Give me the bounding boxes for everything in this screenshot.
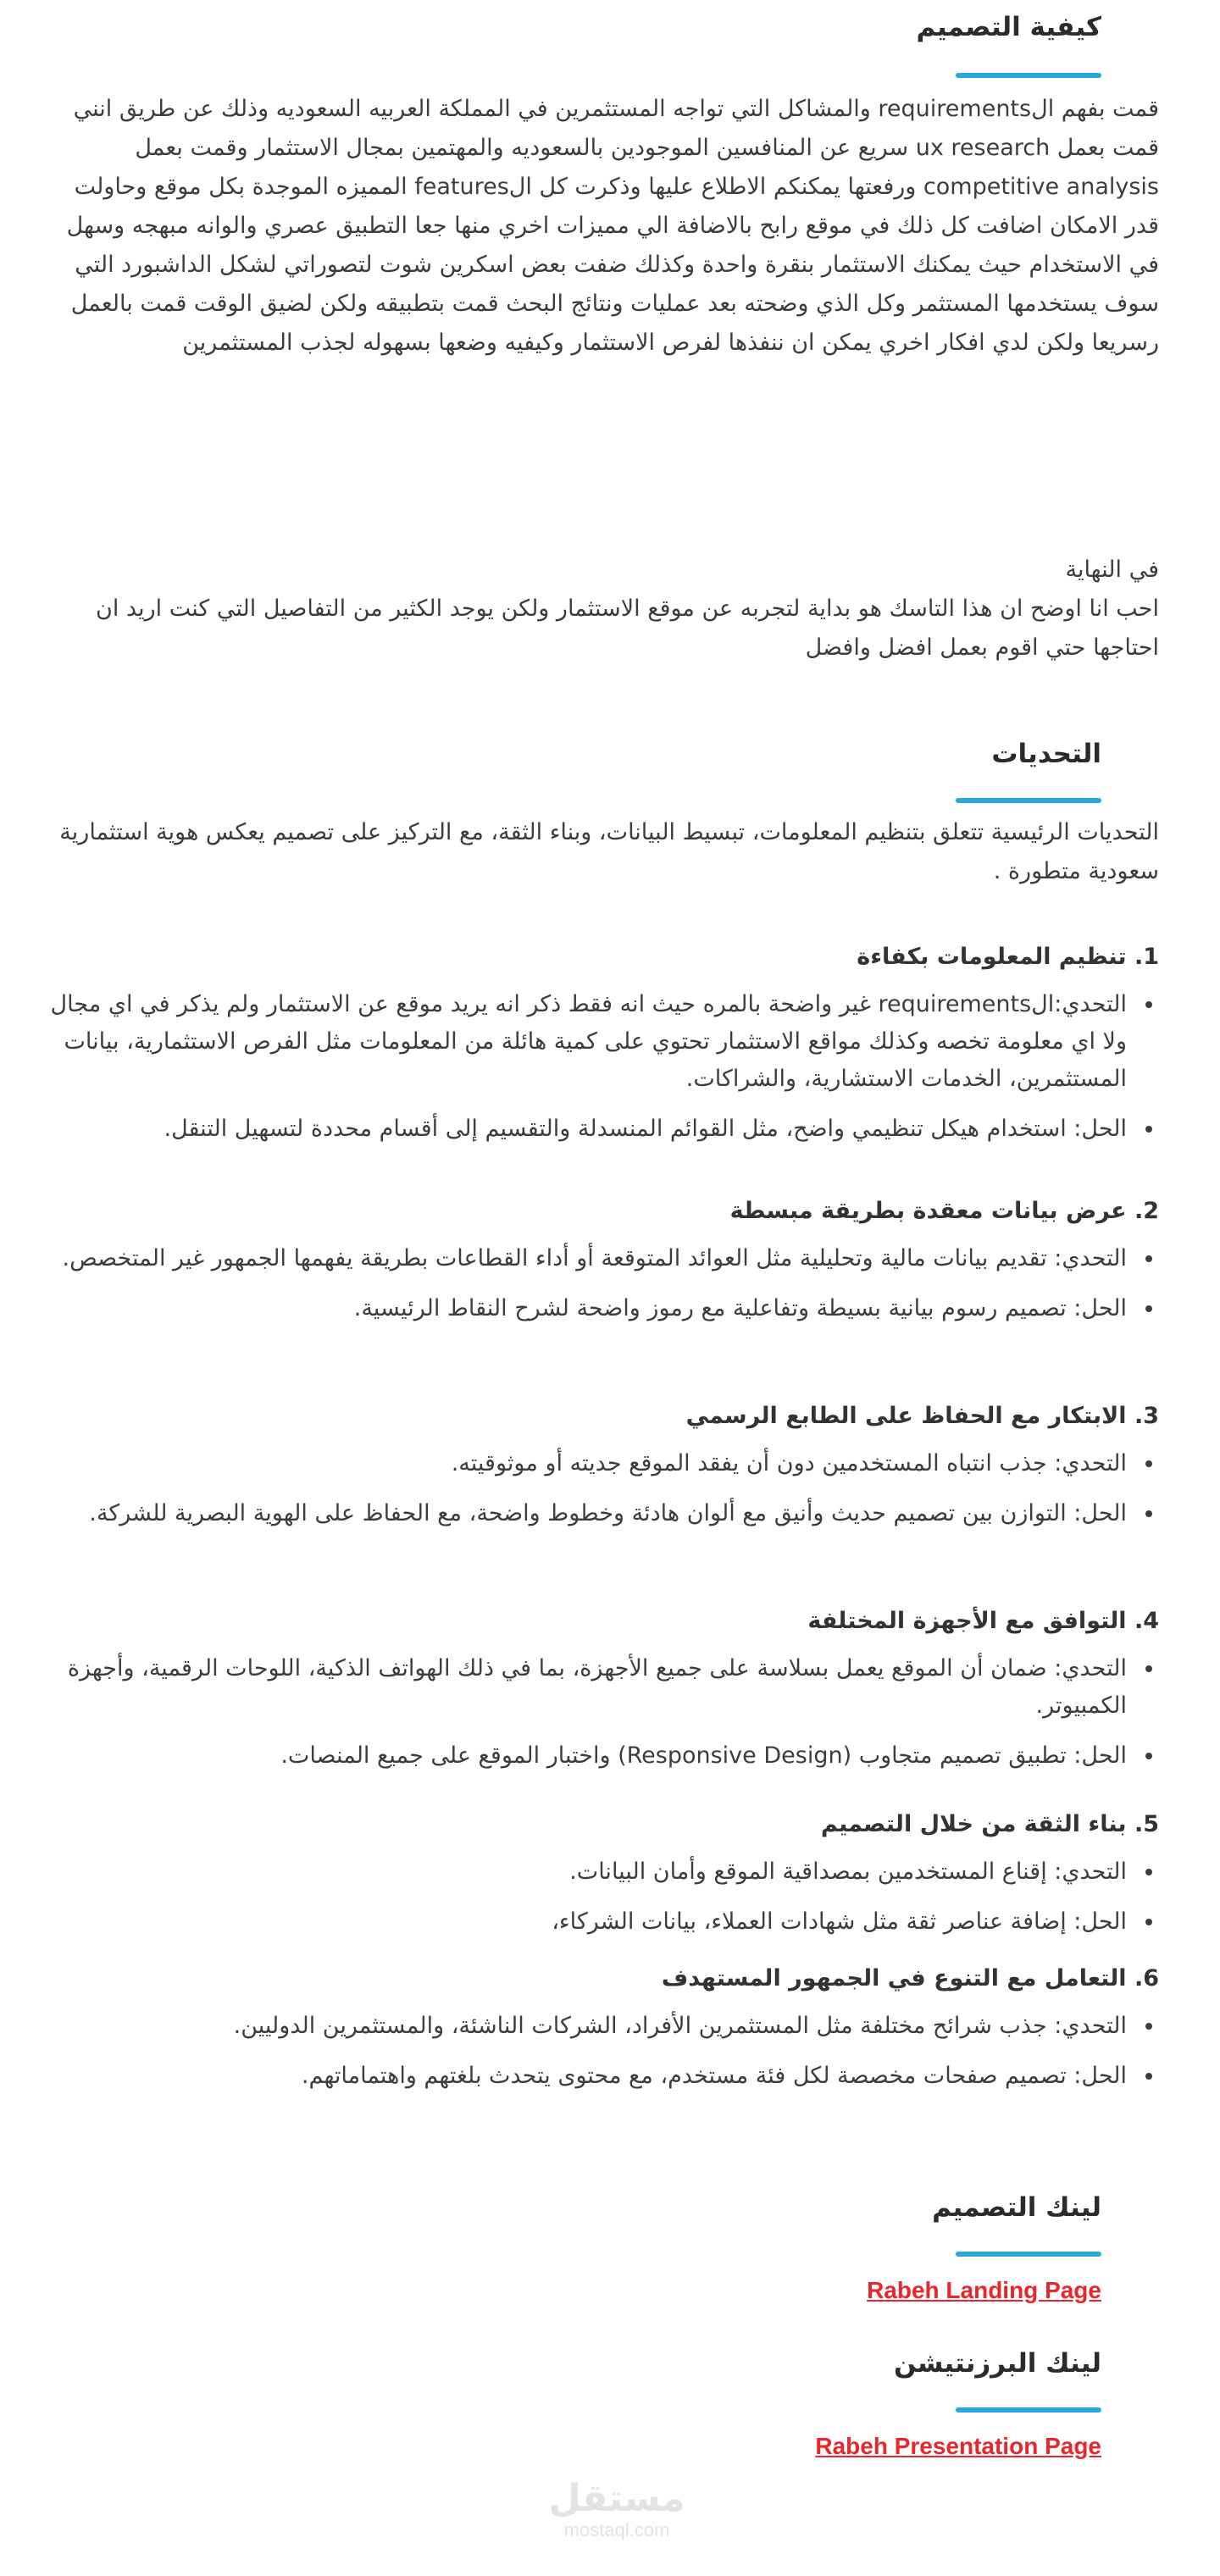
bullet-dot	[1145, 1665, 1152, 1672]
challenge-title-text: الابتكار مع الحفاظ على الطابع الرسمي	[685, 1403, 1127, 1429]
challenge-bullets	[47, 1650, 1159, 1787]
challenge-title-text: التوافق مع الأجهزة المختلفة	[807, 1608, 1127, 1634]
conclusion-label: في النهاية	[1065, 557, 1159, 583]
presentation-link-heading-block	[894, 2346, 1101, 2380]
bullet-dot	[1145, 1255, 1152, 1262]
list-item: التحدي: تقديم بيانات مالية وتحليلية مثل العوائد المتوقعة أو أداء القطاعات بطريقة يفهمها الجمهور غير المتخصص.	[47, 1240, 1127, 1277]
challenges-intro-text: التحديات الرئيسية تتعلق بتنظيم المعلومات، تبسيط البيانات، وبناء الثقة، مع التركيز على تصميم يعكس هوية استثمارية سعودية متطورة .	[59, 819, 1159, 884]
heading-underline	[956, 2407, 1101, 2413]
design-how-text: قمت بفهم الrequirements والمشاكل التي تواجه المستثمرين في المملكة العربيه السعوديه وذلك عن طريق انني قمت بعمل ux research سريع عن المنافسين الموجودين بالسعوديه والمهتمين بمجال الاستثمار وقمت بعمل competitive analysis ورفعتها يمكنكم الاطلاع عليها وذكرت كل الfeatures المميزه الموجدة بكل موقع وحاولت قدر الامكان اضافت كل ذلك في موقع رابح بالاضافة الي مميزات اخري منها جعا التطبيق عصري والوانه مبهجه وسهل في الاستخدام حيث يمكنك الاستثمار بنقرة واحدة وكذلك ضفت بعض اسكرين شوت لتصوراتي لشكل الداشبورد التي سوف يستخدمها المستثمر وكل الذي وضحته بعد عمليات ونتائج البحث قمت بتطبيقه ولكن لضيق الوقت قمت بالعمل رسريعا ولكن لدي افكار اخري يمكن ان ننفذها لفرص الاستثمار وكيفيه وضعها بسهوله لجذب المستثمرين	[66, 96, 1159, 356]
list-item: الحل: استخدام هيكل تنظيمي واضح، مثل القوائم المنسدلة والتقسيم إلى أقسام محددة لتسهيل التنقل.	[47, 1111, 1127, 1148]
bullet-dot	[1145, 1305, 1152, 1312]
challenge-title	[662, 1962, 1159, 1996]
bullet-dot	[1145, 1919, 1152, 1925]
challenges-intro	[47, 813, 1159, 891]
heading-underline	[956, 798, 1101, 803]
challenge-bullets	[47, 2008, 1159, 2108]
heading-underline	[956, 73, 1101, 78]
bullet-dot	[1145, 1869, 1152, 1875]
challenge-bullets	[47, 1445, 1159, 1545]
challenge-number: 3.	[1134, 1403, 1159, 1429]
challenge-title-text: بناء الثقة من خلال التصميم	[820, 1811, 1127, 1837]
design-link[interactable]: Rabeh Landing Page	[867, 2277, 1101, 2303]
challenge-title-text: عرض بيانات معقدة بطريقة مبسطة	[729, 1198, 1127, 1224]
list-item: الحل: إضافة عناصر ثقة مثل شهادات العملاء، بيانات الشركاء،	[47, 1903, 1127, 1941]
list-item: التحدي: جذب شرائح مختلفة مثل المستثمرين الأفراد، الشركات الناشئة، والمستثمرين الدوليين.	[47, 2008, 1127, 2045]
heading-underline	[956, 2252, 1101, 2257]
list-item: التحدي: ضمان أن الموقع يعمل بسلاسة على جميع الأجهزة، بما في ذلك الهواتف الذكية، اللوحات الرقمية، وأجهزة الكمبيوتر.	[47, 1650, 1127, 1725]
watermark-arabic: مستقل	[548, 2477, 685, 2520]
bullet-dot	[1145, 1460, 1152, 1467]
list-item: الحل: تطبيق تصميم متجاوب (Responsive Design) واختبار الموقع على جميع المنصات.	[47, 1737, 1127, 1775]
challenges-heading-block	[991, 737, 1101, 771]
mostaql-watermark	[541, 2478, 693, 2540]
list-item: التحدي: إقناع المستخدمين بمصداقية الموقع وأمان البيانات.	[47, 1853, 1127, 1891]
challenge-number: 6.	[1134, 1965, 1159, 1992]
challenge-number: 4.	[1134, 1608, 1159, 1634]
challenge-number: 1.	[1134, 944, 1159, 970]
design-how-heading-block	[917, 10, 1101, 44]
bullet-dot	[1145, 1753, 1152, 1759]
challenge-number: 2.	[1134, 1198, 1159, 1224]
challenge-bullets	[47, 1240, 1159, 1340]
conclusion-text: احب انا اوضح ان هذا التاسك هو بداية لتجربه عن موقع الاستثمار ولكن يوجد الكثير من التفاصيل التي كنت اريد ان احتاجها حتي اقوم بعمل افضل وافضل	[96, 596, 1159, 661]
challenge-title-text: تنظيم المعلومات بكفاءة	[857, 944, 1127, 970]
list-item: التحدي: جذب انتباه المستخدمين دون أن يفقد الموقع جديته أو موثوقيته.	[47, 1445, 1127, 1482]
challenges-heading: التحديات	[991, 739, 1101, 769]
list-item: الحل: تصميم رسوم بيانية بسيطة وتفاعلية مع رموز واضحة لشرح النقاط الرئيسية.	[47, 1290, 1127, 1327]
bullet-dot	[1145, 2023, 1152, 2030]
challenge-bullets	[47, 1853, 1159, 1953]
presentation-link[interactable]: Rabeh Presentation Page	[815, 2433, 1101, 2459]
design-link-heading-block	[932, 2191, 1101, 2224]
bullet-dot	[1145, 2073, 1152, 2080]
list-item: الحل: تصميم صفحات مخصصة لكل فئة مستخدم، مع محتوى يتحدث بلغتهم واهتماماتهم.	[47, 2058, 1127, 2095]
design-link-heading: لينك التصميم	[932, 2192, 1101, 2223]
challenge-title-text: التعامل مع التنوع في الجمهور المستهدف	[661, 1965, 1127, 1992]
watermark-latin: mostaql.com	[563, 2519, 670, 2540]
bullet-dot	[1145, 1001, 1152, 1008]
challenge-title	[821, 1808, 1159, 1842]
list-item: الحل: التوازن بين تصميم حديث وأنيق مع ألوان هادئة وخطوط واضحة، مع الحفاظ على الهوية البصرية للشركة.	[47, 1495, 1127, 1532]
design-how-heading: كيفية التصميم	[916, 12, 1101, 42]
challenge-title	[686, 1399, 1159, 1433]
challenge-title	[730, 1194, 1159, 1228]
presentation-link-heading: لينك البرزنتيشن	[893, 2348, 1101, 2379]
bullet-dot	[1145, 1510, 1152, 1517]
list-item: التحدي:الrequirements غير واضحة بالمره حيث انه فقط ذكر انه يريد موقع عن الاستثمار ولم يذكر في اي مجال ولا اي معلومة تخصه وكذلك مواقع الاستثمار تحتوي على كمية هائلة من المعلومات مثل الفرص الاستثمارية، بيانات المستثمرين، الخدمات الاستشارية، والشراكات.	[47, 986, 1127, 1098]
challenge-number: 5.	[1134, 1811, 1159, 1837]
challenge-title	[807, 1604, 1159, 1638]
challenge-bullets	[47, 986, 1159, 1161]
challenge-title	[857, 940, 1159, 974]
conclusion-block	[47, 551, 1159, 668]
bullet-dot	[1145, 1126, 1152, 1133]
design-how-paragraph	[47, 90, 1159, 496]
